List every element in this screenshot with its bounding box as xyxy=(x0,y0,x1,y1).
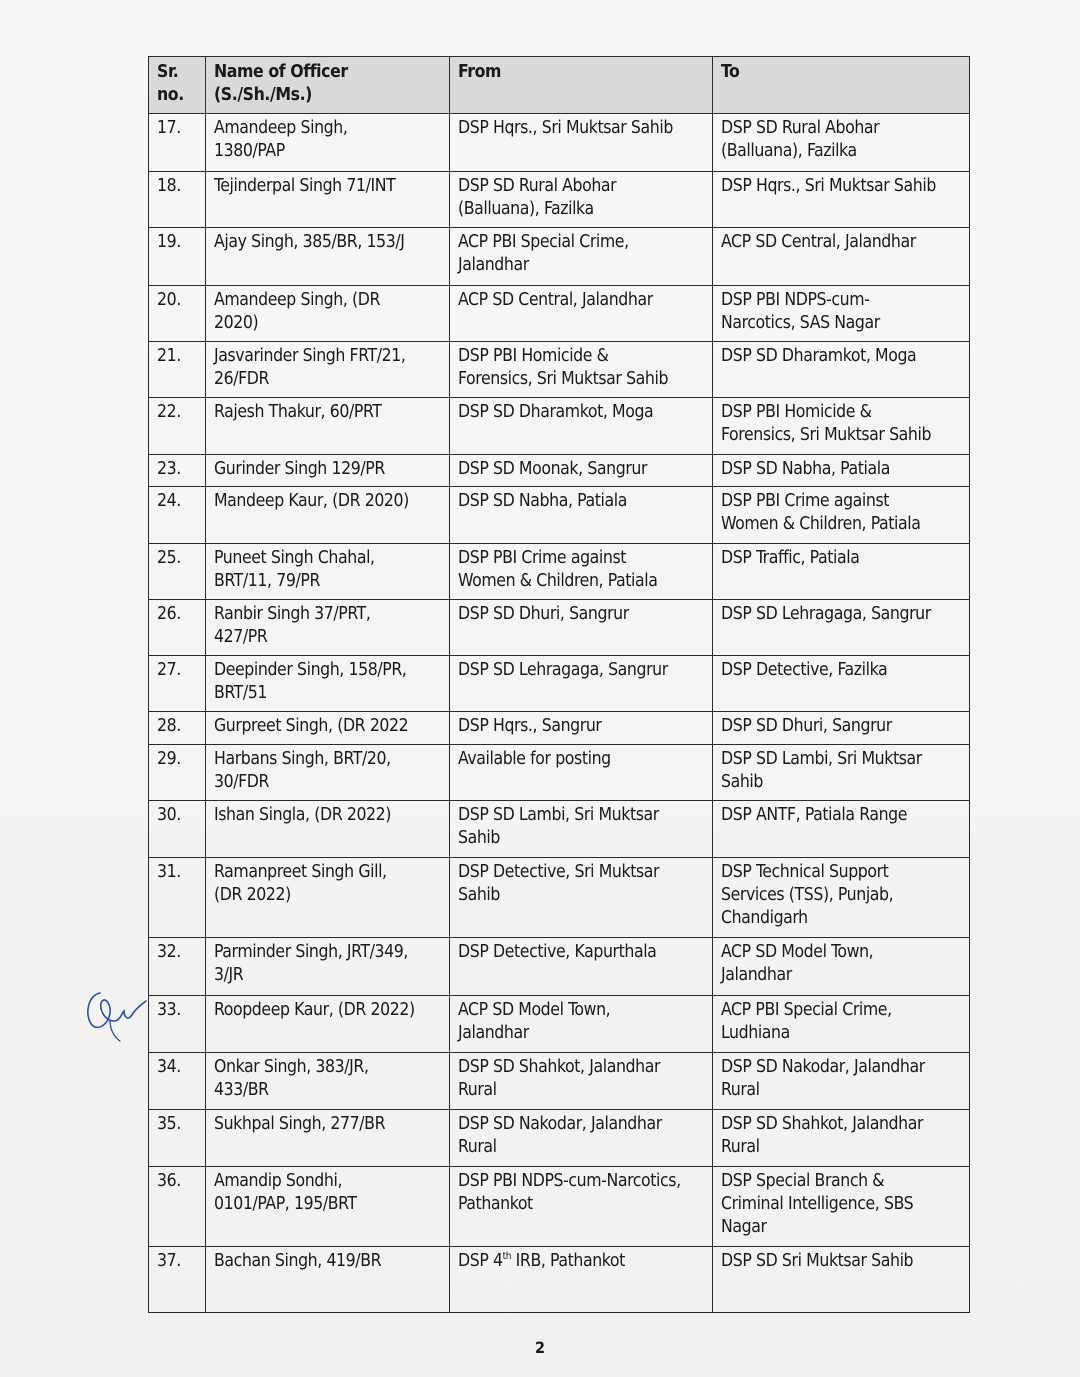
cell-officer-name: Ranbir Singh 37/PRT, 427/PR xyxy=(206,600,450,656)
cell-to: DSP Traffic, Patiala xyxy=(713,544,970,600)
cell-from: DSP Hqrs., Sri Muktsar Sahib xyxy=(450,114,713,172)
cell-sr-no: 21. xyxy=(149,342,206,398)
cell-officer-name: Puneet Singh Chahal, BRT/11, 79/PR xyxy=(206,544,450,600)
cell-to: DSP SD Rural Abohar (Balluana), Fazilka xyxy=(713,114,970,172)
cell-from: Available for posting xyxy=(450,745,713,801)
cell-from: DSP SD Nakodar, Jalandhar Rural xyxy=(450,1110,713,1167)
cell-officer-name: Bachan Singh, 419/BR xyxy=(206,1247,450,1313)
table-row xyxy=(149,455,970,487)
table-row xyxy=(149,398,970,455)
cell-sr-no: 33. xyxy=(149,996,206,1053)
cell-sr-no: 27. xyxy=(149,656,206,712)
posting-table xyxy=(148,56,970,1313)
cell-to: ACP PBI Special Crime, Ludhiana xyxy=(713,996,970,1053)
cell-sr-no: 17. xyxy=(149,114,206,172)
cell-from: DSP SD Rural Abohar (Balluana), Fazilka xyxy=(450,172,713,228)
cell-to: DSP SD Dhuri, Sangrur xyxy=(713,712,970,745)
cell-from: DSP SD Moonak, Sangrur xyxy=(450,455,713,487)
cell-sr-no: 26. xyxy=(149,600,206,656)
cell-sr-no: 28. xyxy=(149,712,206,745)
cell-to: DSP SD Nabha, Patiala xyxy=(713,455,970,487)
cell-sr-no: 34. xyxy=(149,1053,206,1110)
cell-sr-no: 30. xyxy=(149,801,206,858)
table-row xyxy=(149,1247,970,1313)
cell-sr-no: 25. xyxy=(149,544,206,600)
cell-sr-no: 31. xyxy=(149,858,206,938)
table-row xyxy=(149,1167,970,1247)
cell-officer-name: Sukhpal Singh, 277/BR xyxy=(206,1110,450,1167)
table-row xyxy=(149,228,970,286)
cell-to: DSP PBI Homicide & Forensics, Sri Muktsar Sahib xyxy=(713,398,970,455)
cell-officer-name: Ramanpreet Singh Gill, (DR 2022) xyxy=(206,858,450,938)
cell-to: DSP SD Dharamkot, Moga xyxy=(713,342,970,398)
cell-to: DSP SD Shahkot, Jalandhar Rural xyxy=(713,1110,970,1167)
header-name-of-officer: Name of Officer (S./Sh./Ms.) xyxy=(206,57,450,114)
cell-from: DSP Detective, Kapurthala xyxy=(450,938,713,996)
table-row xyxy=(149,801,970,858)
cell-sr-no: 35. xyxy=(149,1110,206,1167)
cell-from: DSP SD Nabha, Patiala xyxy=(450,487,713,544)
cell-officer-name: Ishan Singla, (DR 2022) xyxy=(206,801,450,858)
cell-from: DSP SD Dharamkot, Moga xyxy=(450,398,713,455)
cell-sr-no: 22. xyxy=(149,398,206,455)
table-row xyxy=(149,342,970,398)
table-row xyxy=(149,745,970,801)
cell-to: DSP Hqrs., Sri Muktsar Sahib xyxy=(713,172,970,228)
cell-from: DSP PBI NDPS-cum-Narcotics, Pathankot xyxy=(450,1167,713,1247)
cell-to: ACP SD Model Town, Jalandhar xyxy=(713,938,970,996)
cell-officer-name: Rajesh Thakur, 60/PRT xyxy=(206,398,450,455)
table-row xyxy=(149,1110,970,1167)
header-to: To xyxy=(713,57,970,114)
cell-from: DSP Detective, Sri Muktsar Sahib xyxy=(450,858,713,938)
cell-to: DSP ANTF, Patiala Range xyxy=(713,801,970,858)
cell-sr-no: 32. xyxy=(149,938,206,996)
cell-officer-name: Onkar Singh, 383/JR, 433/BR xyxy=(206,1053,450,1110)
cell-officer-name: Harbans Singh, BRT/20, 30/FDR xyxy=(206,745,450,801)
cell-to: ACP SD Central, Jalandhar xyxy=(713,228,970,286)
cell-to: DSP SD Lehragaga, Sangrur xyxy=(713,600,970,656)
table-row xyxy=(149,487,970,544)
table-row xyxy=(149,1053,970,1110)
table-row xyxy=(149,114,970,172)
cell-officer-name: Amandeep Singh, 1380/PAP xyxy=(206,114,450,172)
cell-officer-name: Ajay Singh, 385/BR, 153/J xyxy=(206,228,450,286)
header-sr-no: Sr. no. xyxy=(149,57,206,114)
cell-officer-name: Gurpreet Singh, (DR 2022 xyxy=(206,712,450,745)
cell-officer-name: Mandeep Kaur, (DR 2020) xyxy=(206,487,450,544)
table-header-row xyxy=(149,57,970,114)
cell-from: DSP Hqrs., Sangrur xyxy=(450,712,713,745)
table-row xyxy=(149,286,970,342)
cell-officer-name: Deepinder Singh, 158/PR, BRT/51 xyxy=(206,656,450,712)
cell-sr-no: 37. xyxy=(149,1247,206,1313)
table-row xyxy=(149,600,970,656)
cell-from: ACP SD Central, Jalandhar xyxy=(450,286,713,342)
cell-officer-name: Jasvarinder Singh FRT/21, 26/FDR xyxy=(206,342,450,398)
cell-officer-name: Amandeep Singh, (DR 2020) xyxy=(206,286,450,342)
cell-to: DSP PBI Crime against Women & Children, Patiala xyxy=(713,487,970,544)
table-row xyxy=(149,544,970,600)
cell-to: DSP SD Lambi, Sri Muktsar Sahib xyxy=(713,745,970,801)
cell-to: DSP Technical Support Services (TSS), Punjab, Chandigarh xyxy=(713,858,970,938)
header-from: From xyxy=(450,57,713,114)
signature-initials xyxy=(80,985,150,1045)
table-row xyxy=(149,996,970,1053)
ordinal-suffix: th xyxy=(502,1251,512,1263)
cell-from: ACP PBI Special Crime, Jalandhar xyxy=(450,228,713,286)
from-prefix: DSP 4 xyxy=(458,1251,503,1271)
table-row xyxy=(149,656,970,712)
cell-from: DSP SD Lehragaga, Sangrur xyxy=(450,656,713,712)
cell-from: DSP PBI Homicide & Forensics, Sri Muktsar Sahib xyxy=(450,342,713,398)
cell-sr-no: 20. xyxy=(149,286,206,342)
cell-to: DSP SD Sri Muktsar Sahib xyxy=(713,1247,970,1313)
cell-from: ACP SD Model Town, Jalandhar xyxy=(450,996,713,1053)
table-row xyxy=(149,172,970,228)
table-row xyxy=(149,858,970,938)
cell-from: DSP SD Shahkot, Jalandhar Rural xyxy=(450,1053,713,1110)
cell-to: DSP PBI NDPS-cum- Narcotics, SAS Nagar xyxy=(713,286,970,342)
table-row xyxy=(149,712,970,745)
cell-to: DSP Special Branch & Criminal Intelligence, SBS Nagar xyxy=(713,1167,970,1247)
cell-from: DSP SD Lambi, Sri Muktsar Sahib xyxy=(450,801,713,858)
cell-officer-name: Amandip Sondhi, 0101/PAP, 195/BRT xyxy=(206,1167,450,1247)
cell-officer-name: Roopdeep Kaur, (DR 2022) xyxy=(206,996,450,1053)
cell-sr-no: 23. xyxy=(149,455,206,487)
cell-from xyxy=(450,1247,713,1313)
from-suffix: IRB, Pathankot xyxy=(511,1251,625,1271)
cell-officer-name: Gurinder Singh 129/PR xyxy=(206,455,450,487)
cell-officer-name: Parminder Singh, JRT/349, 3/JR xyxy=(206,938,450,996)
table-row xyxy=(149,938,970,996)
cell-sr-no: 24. xyxy=(149,487,206,544)
cell-to: DSP Detective, Fazilka xyxy=(713,656,970,712)
cell-sr-no: 19. xyxy=(149,228,206,286)
cell-sr-no: 36. xyxy=(149,1167,206,1247)
cell-to: DSP SD Nakodar, Jalandhar Rural xyxy=(713,1053,970,1110)
cell-sr-no: 29. xyxy=(149,745,206,801)
cell-from: DSP PBI Crime against Women & Children, Patiala xyxy=(450,544,713,600)
cell-sr-no: 18. xyxy=(149,172,206,228)
page-number: 2 xyxy=(534,1338,545,1357)
cell-from: DSP SD Dhuri, Sangrur xyxy=(450,600,713,656)
cell-officer-name: Tejinderpal Singh 71/INT xyxy=(206,172,450,228)
